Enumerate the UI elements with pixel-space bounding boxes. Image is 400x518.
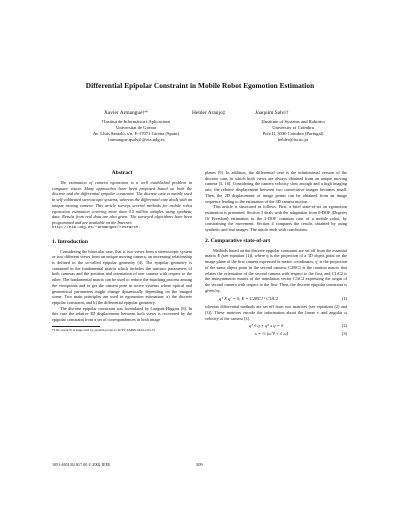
affiliation-line: Universitat de Girona [116,124,156,130]
affiliation-line: helder@isr.uc.pt [277,136,309,142]
affiliation-line: University of Coimbra [272,124,314,130]
equation-3: s = ½ (ω̃ ṽ + ṽ ω̃) [255,331,289,337]
paragraph: Methods based on the discrete epipolar constraint are set off from the essential matrix E (see equation (1)), where q is the projection of a 3D object point on the image plane of the first camera expressed in metric coordinates, q′ is the projection of the same object point in the second camera, C2RC1 is the rotation matrix that relates the orientation of the second camera with respect to the first, and C1tC2 is the antisymmetric matrix of the translation vector C1tC2 expressing the origin of the second camera with respect to the first. Then, the discrete epipolar constraint is given by, [205,247,347,293]
section-2-heading: 2. Comparative state-of-art [205,237,271,244]
equation-2: qᵀ ṽ q̇ + qᵀ s q = 0 [249,323,284,329]
affiliation-line: Av. Lluís Santaló, s/n, E-17071 Girona (Spain) [93,130,179,136]
paragraph: The discrete epipolar constraint was formulated by Longuet-Higgins [6]. In this case the relative 3D displacement between both views is recovered by the epipolar constraint from a set of correspondences in both image [52,305,192,323]
equation-1-row [205,295,347,304]
equation-2-number: (2) [341,323,347,329]
equation-1-number: (1) [341,296,347,302]
author-2: Helder Araújo‡ [192,110,226,116]
equation-3-row [205,331,347,339]
right-intro [205,170,347,233]
author-3: Joaquim Salvi† [255,110,289,116]
footnote: *This research is supported by spanish project CICYT TAP99-0443-C05-01 [52,327,156,332]
affiliation-line: {armangue,qsalvi}@eia.udg.es [107,136,165,142]
left-column [52,170,192,332]
right-column [205,170,347,339]
affiliation-line: †Institut de Informàtica i Aplicacions [101,119,171,124]
abstract-heading: Abstract [111,170,133,176]
equation-1: qᵀ E q′ = 0, E = C2RC1ᵀ C1t̃C2 [219,296,279,302]
equation-3-number: (3) [341,331,347,337]
abstract-url[interactable]: http://eia.udg.es/~armangue/research. [52,225,141,230]
affiliation-right [228,119,358,143]
paper-title: Differential Epipolar Constraint in Mobile Robot Egomotion Estimation [85,81,315,90]
paragraph: This article is structured as follows. First, a brief state-of-art on egomotion estimation is presented. Section 3 deals with the adaptation from 6-DOF (Degrees Of Freedom) estimation to the 2-DOF common case of a mobile robot, by constraining the movement. Section 4 compares the results obtained by using synthetic and real images. The article ends with conclusions. [205,204,347,233]
section-2-body [205,248,347,294]
page-number: 509 [196,462,203,467]
abstract-body: The estimation of camera egomotion is a well established problem in computer vision. Many approaches have been proposed based on both the discrete and the differential epipolar constraint. The discrete case is mainly used in self-calibrated stereoscopic systems, whereas the differential case deals with an unique moving camera. This article surveys several methods for mobile robot egomotion estimation covering more than 0.5 million samples using synthetic data. Results from real data are also given. The surveyed algorithms have been programmed and are available on the Internet: [52,180,192,225]
affiliation-left [56,119,216,143]
section-1-body [52,249,192,323]
abstract-text [52,180,192,226]
copyright-line: 1051-4651/02 $17.00 © 2002 IEEE [52,462,111,467]
author-1: Xavier Armangué†* [104,110,148,116]
paragraph: Considering the binocular case, that is two views from a stereoscopic system or two different views from an unique moving camera, an increasing relationship is defined in the so-called epipolar geometry [4]. The epipolar geometry is contained in the fundamental matrix which includes the intrinsic parameters of both cameras and the position and orientation of one camera with respect to the other. The fundamental matrix can be used to reduce the matching process among the viewpoints and to get the camera pose in active systems where optical and geometrical parameters might change dynamically depending on the imaged scene. Two main principles are used in egomotion estimation: a) the discrete epipolar constraint; and b) the differential epipolar geometry. [52,248,192,305]
affiliation-line: ‡Institute of Systems and Robotics [260,119,326,124]
section-2-body-cont [205,304,347,321]
paragraph: planes [9]. In addition, the differential case is the infinitesimal version of the discrete case, in which both views are always obtained from an unique moving camera [3, 16]. Considering the camera velocity slow enough and a high imaging rate, the relative displacement between two consecutive images becomes small. Then, the 2D displacement of image points can be obtained from an image sequence leading to the estimation of the 3D camera motion. [205,170,347,204]
affiliation-line: Pole II, 3030 Coimbra (Portugal) [262,130,324,136]
paragraph: whereas differential methods are set off from two matrices (see equations (2) and (3)). These matrices encode the information about the linear v and angular ω velocity of the camera [3]. [205,304,347,321]
section-1-heading: 1. Introduction [52,238,88,245]
footnote-rule [52,326,100,327]
equation-2-row [205,323,347,331]
